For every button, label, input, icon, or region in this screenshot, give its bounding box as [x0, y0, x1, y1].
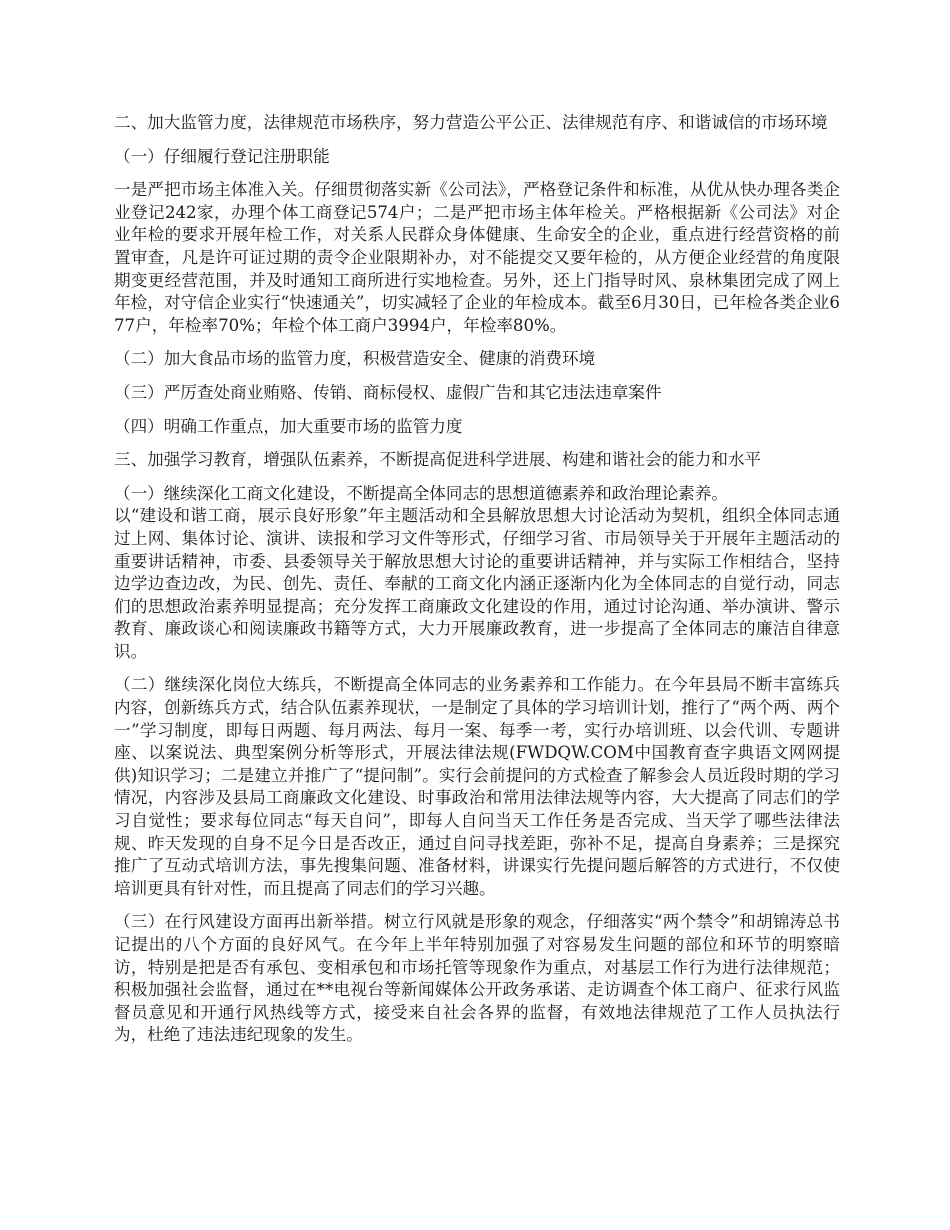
section-heading-three: 三、加强学习教育，增强队伍素养，不断提高促进科学进展、构建和谐社会的能力和水平	[114, 450, 762, 470]
subsection-heading-registration: （一）仔细履行登记注册职能	[114, 146, 330, 166]
paragraph-conduct: （三）在行风建设方面再出新举措。树立行风就是形象的观念，仔细落实“两个禁令”和胡锦涛总书记提出的八个方面的良好风气。在今年上半年特别加强了对容易发生问题的部位和环节的明察暗访，特别是把是否有承包、变相承包和市场托管等现象作为重点，对基层工作行为进行法律规范；积极加强社会监督，通过在**电视台等新闻媒体公开政务承诺、走访调查个体工商户、征求行风监督员意见和开通行风热线等方式，接受来自社会各界的监督，有效地法律规范了工作人员执法行为，杜绝了违法违纪现象的发生。	[114, 912, 840, 1045]
subsection-heading-illegal-cases: （三）严厉查处商业贿赂、传销、商标侵权、虚假广告和其它违法违章案件	[114, 382, 662, 402]
paragraph-culture-details: 以“建设和谐工商，展示良好形象”年主题活动和全县解放思想大讨论活动为契机，组织全体同志通过上网、集体讨论、演讲、读报和学习文件等形式，仔细学习省、市局领导关于开展年主题活动的重要讲话精神，市委、县委领导关于解放思想大讨论的重要讲话精神，并与实际工作相结合，坚持边学边查边改，为民、创先、责任、奉献的工商文化内涵正逐渐内化为全体同志的自觉行动，同志们的思想政治素养明显提高；充分发挥工商廉政文化建设的作用，通过讨论沟通、举办演讲、警示教育、廉政谈心和阅读廉政书籍等方式，大力开展廉政教育，进一步提高了全体同志的廉洁自律意识。	[114, 506, 840, 661]
paragraph-training: （二）继续深化岗位大练兵，不断提高全体同志的业务素养和工作能力。在今年县局不断丰富练兵内容，创新练兵方式，结合队伍素养现状，一是制定了具体的学习培训计划，推行了“两个两、两个一”学习制度，即每日两题、每月两法、每月一案、每季一考，实行办培训班、以会代训、专题讲座、以案说法、典型案例分析等形式，开展法律法规(FWDQW.COM中国教育查字典语文网网提供)知识学习；二是建立并推广了“提问制”。实行会前提问的方式检查了解参会人员近段时期的学习情况，内容涉及县局工商廉政文化建设、时事政治和常用法律法规等内容，大大提高了同志们的学习自觉性；要求每位同志“每天自问”，即每人自问当天工作任务是否完成、当天学了哪些法律法规、昨天发现的自身不足今日是否改正，通过自问寻找差距，弥补不足，提高自身素养；三是探究推广了互动式培训方法，事先搜集问题、准备材料，讲课实行先提问题后解答的方式进行，不仅使培训更具有针对性，而且提高了同志们的学习兴趣。	[114, 675, 840, 898]
subsection-heading-food-market: （二）加大食品市场的监管力度，积极营造安全、健康的消费环境	[114, 349, 596, 369]
document-body	[114, 112, 840, 1058]
subsection-heading-key-markets: （四）明确工作重点，加大重要市场的监管力度	[114, 416, 463, 436]
section-heading-two: 二、加大监管力度，法律规范市场秩序，努力营造公平公正、法律规范有序、和谐诚信的市场环境	[114, 113, 828, 132]
paragraph-registration-details: 一是严把市场主体准入关。仔细贯彻落实新《公司法》，严格登记条件和标准，从优从快办理各类企业登记242家，办理个体工商登记574户；二是严把市场主体年检关。严格根据新《公司法》对企业年检的要求开展年检工作，对关系人民群众身体健康、生命安全的企业，重点进行经营资格的前置审查，凡是许可证过期的责令企业限期补办，对不能提交又要年检的，从方便企业经营的角度限期变更经营范围，并及时通知工商所进行实地检查。另外，还上门指导时风、泉林集团完成了网上年检，对守信企业实行“快速通关”，切实减轻了企业的年检成本。截至6月30日，已年检各类企业677户，年检率70%；年检个体工商户3994户，年检率80%。	[114, 180, 840, 335]
subsection-heading-culture: （一）继续深化工商文化建设，不断提高全体同志的思想道德素养和政治理论素养。	[114, 483, 728, 503]
